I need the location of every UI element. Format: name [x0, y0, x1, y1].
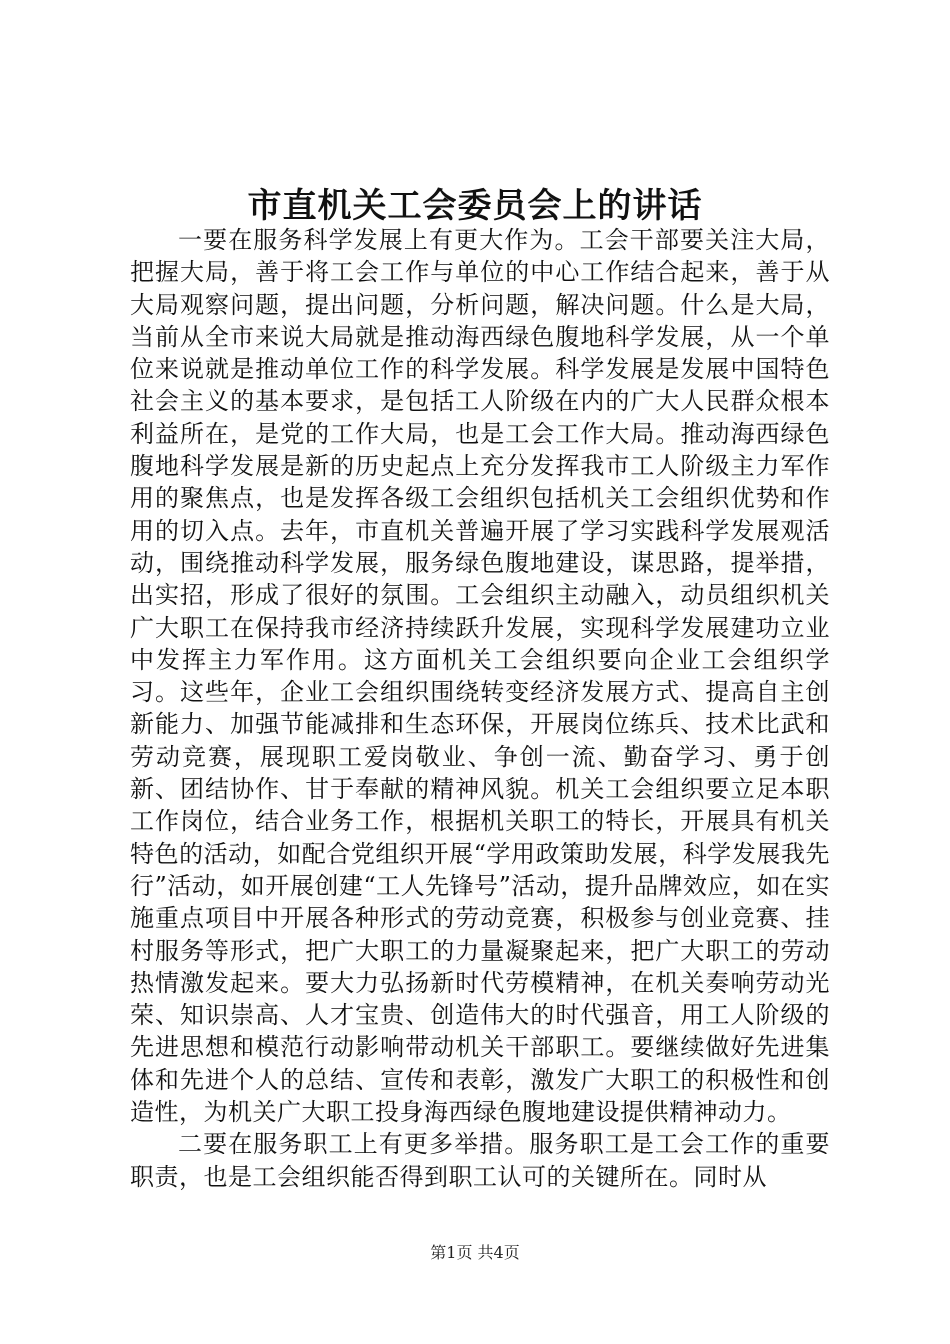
paragraph: 一要在服务科学发展上有更大作为。工会干部要关注大局，把握大局，善于将工会工作与单位的中心工作结合起来，善于从大局观察问题，提出问题，分析问题，解决问题。什么是大局，当前从全市来说大局就是推动海西绿色腹地科学发展，从一个单位来说就是推动单位工作的科学发展。科学发展是发展中国特色社会主义的基本要求，是包括工人阶级在内的广大人民群众根本利益所在，是党的工作大局，也是工会工作大局。推动海西绿色腹地科学发展是新的历史起点上充分发挥我市工人阶级主力军作用的聚焦点，也是发挥各级工会组织包括机关工会组织优势和作用的切入点。去年，市直机关普遍开展了学习实践科学发展观活动，围绕推动科学发展，服务绿色腹地建设，谋思路，提举措，出实招，形成了很好的氛围。工会组织主动融入，动员组织机关广大职工在保持我市经济持续跃升发展，实现科学发展建功立业中发挥主力军作用。这方面机关工会组织要向企业工会组织学习。这些年，企业工会组织围绕转变经济发展方式、提高自主创新能力、加强节能减排和生态环保，开展岗位练兵、技术比武和劳动竞赛，展现职工爱岗敬业、争创一流、勤奋学习、勇于创新、团结协作、甘于奉献的精神风貌。机关工会组织要立足本职工作岗位，结合业务工作，根据机关职工的特长，开展具有机关特色的活动，如配合党组织开展“学用政策助发展，科学发展我先行”活动，如开展创建“工人先锋号”活动，提升品牌效应，如在实施重点项目中开展各种形式的劳动竞赛，积极参与创业竞赛、挂村服务等形式，把广大职工的力量凝聚起来，把广大职工的劳动热情激发起来。要大力弘扬新时代劳模精神，在机关奏响劳动光荣、知识崇高、人才宝贵、创造伟大的时代强音，用工人阶级的先进思想和模范行动影响带动机关干部职工。要继续做好先进集体和先进个人的总结、宣传和表彰，激发广大职工的积极性和创造性，为机关广大职工投身海西绿色腹地建设提供精神动力。 — [130, 226, 830, 1127]
paragraph: 二要在服务职工上有更多举措。服务职工是工会工作的重要职责，也是工会组织能否得到职工认可的关键所在。同时从 — [130, 1130, 830, 1191]
page-number-footer: 第1页 共4页 — [430, 1243, 520, 1262]
document-body — [130, 224, 830, 1193]
document-title: 市直机关工会委员会上的讲话 — [247, 186, 703, 226]
